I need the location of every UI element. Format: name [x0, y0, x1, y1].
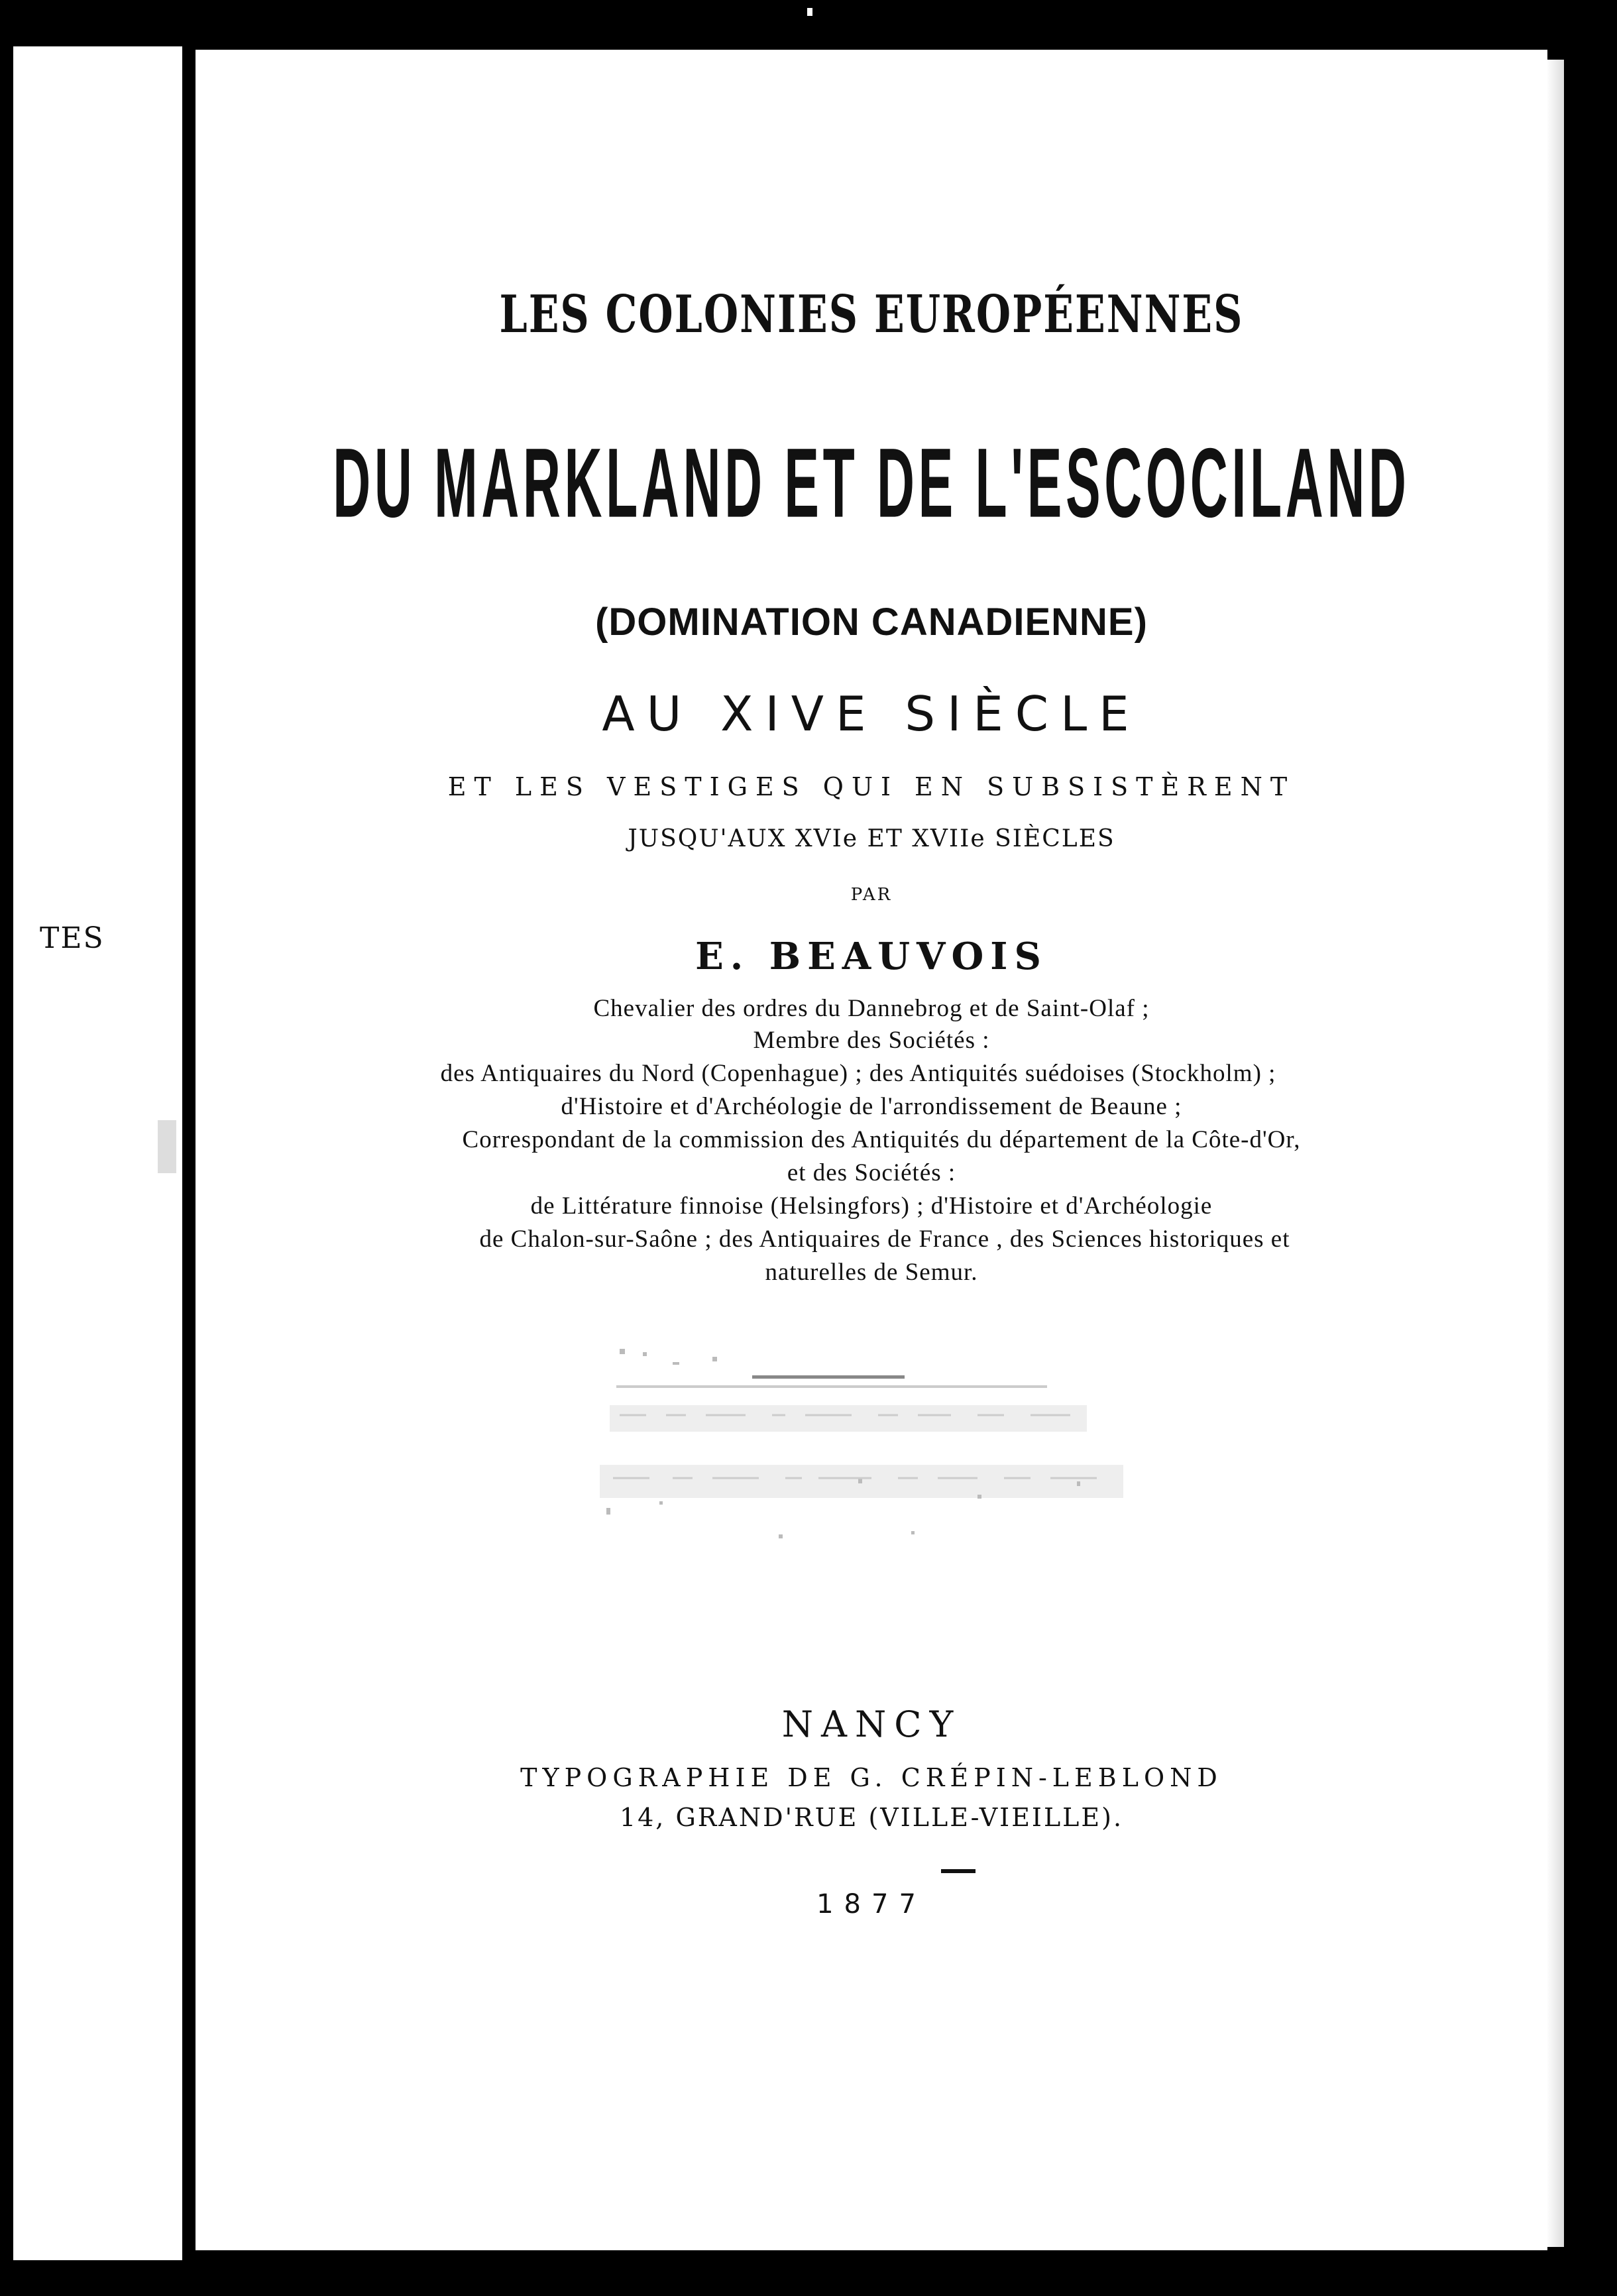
- period-line: JUSQU'AUX XVIe ET XVIIe SIÈCLES: [628, 825, 1115, 852]
- left-facing-page: [13, 46, 182, 2260]
- affiliation-line: de Chalon-sur-Saône ; des Antiquaires de France , des Sciences historiques et: [479, 1226, 1290, 1253]
- separator-rule: [941, 1869, 976, 1873]
- affiliation-line: des Antiquaires du Nord (Copenhague) ; des Antiquités suédoises (Stockholm) ;: [440, 1060, 1276, 1087]
- series-title: LES COLONIES EUROPÉENNES: [499, 284, 1244, 345]
- vestiges-line: ET LES VESTIGES QUI EN SUBSISTÈRENT: [447, 772, 1296, 801]
- imprint-address: 14, GRAND'RUE (VILLE-VIEILLE).: [619, 1803, 1124, 1832]
- author-name: E. BEAUVOIS: [695, 935, 1048, 978]
- title-page: [195, 50, 1547, 2250]
- affiliation-line: Chevalier des ordres du Dannebrog et de Saint-Olaf ;: [593, 995, 1150, 1022]
- imprint-city: NANCY: [781, 1703, 962, 1745]
- century-line: AU XIVE SIÈCLE: [602, 686, 1141, 742]
- main-title: DU MARKLAND ET DE L'ESCOCILAND: [333, 428, 1410, 539]
- affiliation-line: Membre des Sociétés :: [753, 1027, 990, 1054]
- affiliation-line: Correspondant de la commission des Antiquités du département de la Côte-d'Or,: [462, 1126, 1301, 1153]
- affiliation-line: de Littérature finnoise (Helsingfors) ; d'Histoire et d'Archéologie: [530, 1192, 1213, 1220]
- left-page-bleed-mark: [158, 1120, 176, 1173]
- scan-speck: [807, 8, 812, 16]
- affiliation-line: et des Sociétés :: [787, 1159, 956, 1186]
- left-page-text-fragment: TES: [40, 921, 105, 955]
- subtitle: (DOMINATION CANADIENNE): [595, 601, 1148, 644]
- by-label: PAR: [850, 885, 893, 905]
- publication-year: 1877: [816, 1889, 926, 1920]
- faded-library-stamp: [580, 1342, 1123, 1581]
- affiliation-line: d'Histoire et d'Archéologie de l'arrondissement de Beaune ;: [561, 1093, 1182, 1120]
- affiliation-line: naturelles de Semur.: [765, 1259, 978, 1286]
- imprint-printer: TYPOGRAPHIE DE G. CRÉPIN-LEBLOND: [520, 1763, 1223, 1792]
